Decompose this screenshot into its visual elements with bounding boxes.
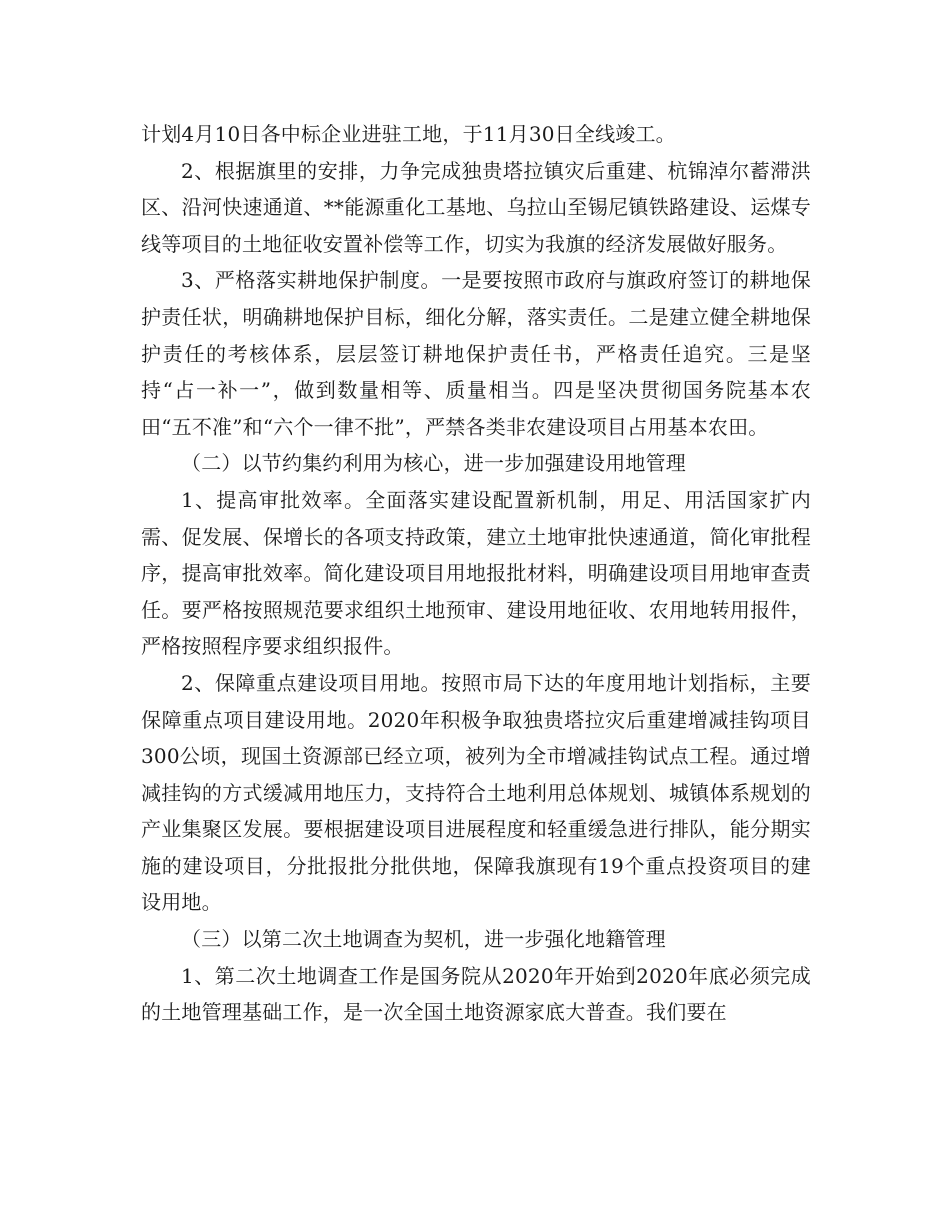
paragraph-1: 计划4月10日各中标企业进驻工地，于11月30日全线竣工。 xyxy=(141,122,676,146)
section-heading-3: （三）以第二次土地调查为契机，进一步强化地籍管理 xyxy=(181,927,666,952)
paragraph-6: 1、第二次土地调查工作是国务院从2020年开始到2020年底必须完成的土地管理基础工作，是一次全国土地资源家底大普查。我们要在 xyxy=(141,963,811,1025)
paragraph-4: 1、提高审批效率。全面落实建设配置新机制，用足、用活国家扩内需、促发展、保增长的各项支持政策，建立土地审批快速通道，简化审批程序，提高审批效率。简化建设项目用地报批材料，明确建设项目用地审查责任。要严格按照规范要求组织土地预审、建设用地征收、农用地转用报件，严格按照程序要求组织报件。 xyxy=(141,487,811,659)
paragraph-3: 3、严格落实耕地保护制度。一是要按照市政府与旗政府签订的耕地保护责任状，明确耕地保护目标，细化分解，落实责任。二是建立健全耕地保护责任的考核体系，层层签订耕地保护责任书，严格责任追究。三是坚持“占一补一”，做到数量相等、质量相当。四是坚决贯彻国务院基本农田“五不准”和“六个一律不批”，严禁各类非农建设项目占用基本农田。 xyxy=(141,268,811,439)
paragraph-5: 2、保障重点建设项目用地。按照市局下达的年度用地计划指标，主要保障重点项目建设用地。2020年积极争取独贵塔拉灾后重建增减挂钩项目300公顷，现国土资源部已经立项，被列为全市增减挂钩试点工程。通过增减挂钩的方式缓减用地压力，支持符合土地利用总体规划、城镇体系规划的产业集聚区发展。要根据建设项目进展程度和轻重缓急进行排队，能分期实施的建设项目，分批报批分批供地，保障我旗现有19个重点投资项目的建设用地。 xyxy=(141,670,811,915)
paragraph-2: 2、根据旗里的安排，力争完成独贵塔拉镇灾后重建、杭锦淖尔蓄滞洪区、沿河快速通道、**能源重化工基地、乌拉山至锡尼镇铁路建设、运煤专线等项目的土地征收安置补偿等工作，切实为我旗的经济发展做好服务。 xyxy=(141,158,811,256)
document-body xyxy=(141,116,811,1031)
section-heading-2: （二）以节约集约利用为核心，进一步加强建设用地管理 xyxy=(181,451,686,476)
